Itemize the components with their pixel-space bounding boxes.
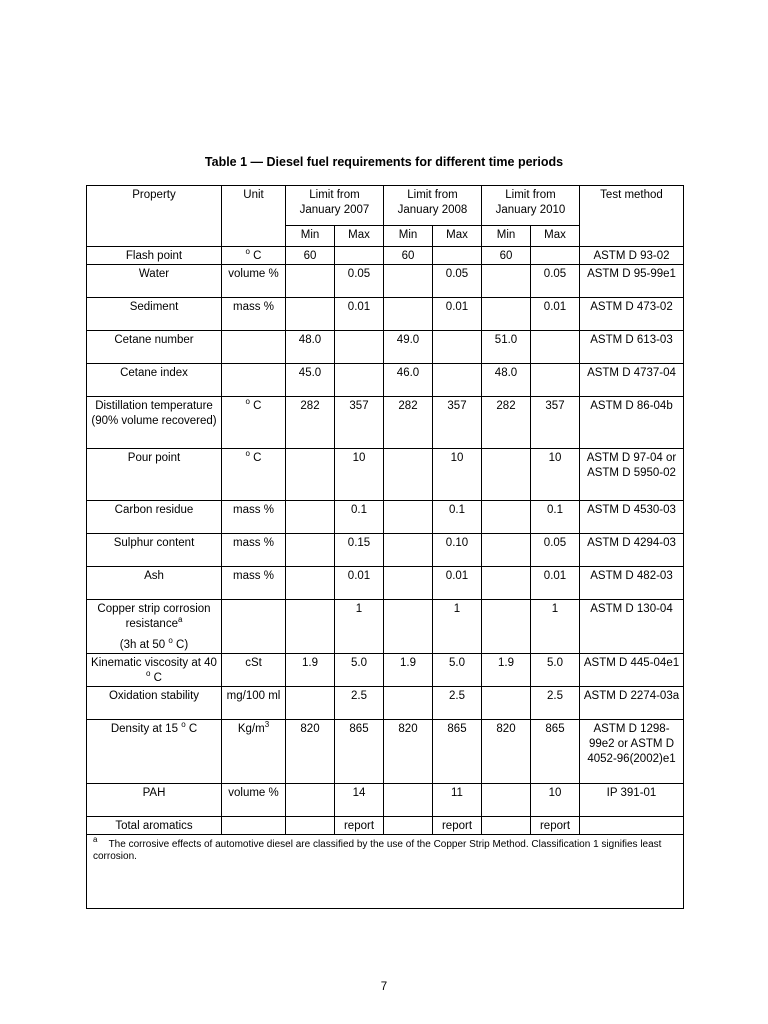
unit-text: cSt	[245, 657, 262, 669]
value-max-2008: 0.01	[433, 298, 482, 331]
value-min-2008: 1.9	[384, 654, 433, 687]
page-number: 7	[380, 981, 388, 993]
value-max-2008	[433, 364, 482, 397]
test-method-cell: ASTM D 95-99e1	[580, 265, 684, 298]
unit-cell	[222, 247, 286, 265]
table-row	[87, 501, 684, 534]
value-min-2008: 49.0	[384, 331, 433, 364]
value-min-2010: 820	[482, 720, 531, 784]
value-max-2007: report	[335, 817, 384, 835]
value-max-2008	[433, 247, 482, 265]
value-max-2007: 865	[335, 720, 384, 784]
test-method-cell: ASTM D 4530-03	[580, 501, 684, 534]
value-max-2010: 5.0	[531, 654, 580, 687]
value-min-2007	[286, 265, 335, 298]
property-name: Cetane number	[114, 334, 194, 346]
unit-cell	[222, 600, 286, 654]
test-method-cell: ASTM D 1298-99e2 or ASTM D 4052-96(2002)e1	[580, 720, 684, 784]
property-name: Copper strip corrosion resistance	[97, 603, 211, 630]
property-cell	[87, 364, 222, 397]
value-min-2008	[384, 265, 433, 298]
unit-cell	[222, 654, 286, 687]
header-test-method: Test method	[580, 186, 684, 247]
value-min-2008: 820	[384, 720, 433, 784]
property-name-suffix: C	[185, 723, 198, 735]
value-min-2008	[384, 600, 433, 654]
value-min-2010	[482, 298, 531, 331]
value-min-2010	[482, 449, 531, 501]
header-row	[87, 186, 684, 226]
value-max-2007: 0.05	[335, 265, 384, 298]
property-name: Sulphur content	[113, 537, 195, 549]
value-max-2008: 357	[433, 397, 482, 449]
property-detail-text: (3h at 50	[119, 639, 169, 651]
table-row	[87, 364, 684, 397]
property-name: Carbon residue	[114, 504, 194, 516]
value-min-2010	[482, 265, 531, 298]
property-name: PAH	[142, 787, 166, 799]
value-max-2008: 1	[433, 600, 482, 654]
value-max-2010: 0.05	[531, 265, 580, 298]
unit-text: C	[253, 452, 262, 464]
table-row	[87, 600, 684, 654]
property-cell	[87, 720, 222, 784]
value-max-2008: 0.10	[433, 534, 482, 567]
value-min-2008: 46.0	[384, 364, 433, 397]
value-min-2008	[384, 534, 433, 567]
header-min: Min	[482, 226, 531, 247]
table-row	[87, 784, 684, 817]
value-max-2007	[335, 364, 384, 397]
value-max-2010	[531, 247, 580, 265]
table-row	[87, 247, 684, 265]
table-row	[87, 298, 684, 331]
property-cell	[87, 567, 222, 600]
footnote-marker: a	[93, 835, 98, 844]
value-max-2010: 2.5	[531, 687, 580, 720]
value-min-2010	[482, 817, 531, 835]
property-cell	[87, 247, 222, 265]
value-min-2008	[384, 501, 433, 534]
header-max: Max	[433, 226, 482, 247]
value-min-2010: 282	[482, 397, 531, 449]
value-max-2010: 10	[531, 784, 580, 817]
value-max-2008: 5.0	[433, 654, 482, 687]
test-method-cell: ASTM D 445-04e1	[580, 654, 684, 687]
table-caption: Table 1 — Diesel fuel requirements for different time periods	[204, 155, 564, 169]
value-min-2008	[384, 687, 433, 720]
value-max-2007: 0.15	[335, 534, 384, 567]
table-row	[87, 817, 684, 835]
property-cell	[87, 449, 222, 501]
table-row	[87, 654, 684, 687]
value-min-2007	[286, 298, 335, 331]
value-max-2010: 0.01	[531, 567, 580, 600]
unit-cell	[222, 501, 286, 534]
table-row	[87, 567, 684, 600]
unit-text: C	[253, 250, 262, 262]
value-max-2008: report	[433, 817, 482, 835]
diesel-requirements-table	[86, 185, 684, 909]
value-max-2008	[433, 331, 482, 364]
property-name: Oxidation stability	[108, 690, 200, 702]
value-min-2007	[286, 534, 335, 567]
property-cell	[87, 817, 222, 835]
property-cell	[87, 687, 222, 720]
value-max-2010: 0.01	[531, 298, 580, 331]
unit-cell	[222, 784, 286, 817]
property-name: Distillation temperature (90% volume recovered)	[91, 400, 217, 427]
value-min-2007: 45.0	[286, 364, 335, 397]
value-min-2008	[384, 567, 433, 600]
table-row	[87, 687, 684, 720]
unit-text: C	[253, 400, 262, 412]
degree-symbol: o	[146, 669, 151, 678]
property-cell	[87, 397, 222, 449]
property-name: Kinematic viscosity at 40	[91, 657, 217, 669]
property-name: Pour point	[127, 452, 181, 464]
value-min-2010	[482, 534, 531, 567]
value-min-2010	[482, 501, 531, 534]
unit-cell	[222, 298, 286, 331]
value-min-2007: 60	[286, 247, 335, 265]
property-name: Cetane index	[120, 367, 188, 379]
value-max-2007: 14	[335, 784, 384, 817]
value-max-2010: 0.05	[531, 534, 580, 567]
test-method-cell: ASTM D 613-03	[580, 331, 684, 364]
property-cell	[87, 534, 222, 567]
unit-text: mg/100 ml	[226, 690, 281, 702]
value-min-2010: 51.0	[482, 331, 531, 364]
value-min-2008	[384, 298, 433, 331]
value-max-2007	[335, 331, 384, 364]
degree-symbol: o	[181, 720, 186, 729]
value-min-2010: 48.0	[482, 364, 531, 397]
table-row	[87, 265, 684, 298]
value-max-2007: 357	[335, 397, 384, 449]
value-min-2007	[286, 567, 335, 600]
value-max-2008: 0.1	[433, 501, 482, 534]
value-min-2007	[286, 687, 335, 720]
unit-text: mass %	[233, 570, 274, 582]
value-max-2010: 357	[531, 397, 580, 449]
value-min-2008	[384, 817, 433, 835]
property-cell	[87, 600, 222, 654]
header-max: Max	[531, 226, 580, 247]
property-name: Total aromatics	[115, 820, 193, 832]
property-name: Water	[138, 268, 170, 280]
value-min-2007	[286, 784, 335, 817]
unit-cell	[222, 567, 286, 600]
property-name: Ash	[144, 570, 164, 582]
table-row	[87, 534, 684, 567]
test-method-cell: ASTM D 4294-03	[580, 534, 684, 567]
value-max-2008: 0.01	[433, 567, 482, 600]
value-max-2007: 5.0	[335, 654, 384, 687]
value-max-2010: report	[531, 817, 580, 835]
unit-text: Kg/m	[237, 723, 265, 735]
value-max-2007: 1	[335, 600, 384, 654]
degree-symbol: o	[245, 449, 250, 458]
test-method-cell: ASTM D 97-04 or ASTM D 5950-02	[580, 449, 684, 501]
value-max-2008: 2.5	[433, 687, 482, 720]
property-name: Density at 15	[110, 723, 182, 735]
value-max-2010: 865	[531, 720, 580, 784]
value-min-2010	[482, 567, 531, 600]
value-max-2008: 0.05	[433, 265, 482, 298]
value-max-2008: 10	[433, 449, 482, 501]
property-cell	[87, 265, 222, 298]
value-min-2007	[286, 449, 335, 501]
value-min-2007: 282	[286, 397, 335, 449]
value-max-2007: 0.01	[335, 298, 384, 331]
value-min-2007: 820	[286, 720, 335, 784]
property-cell	[87, 298, 222, 331]
table-row	[87, 449, 684, 501]
value-max-2010: 10	[531, 449, 580, 501]
unit-text: volume %	[228, 268, 279, 280]
header-min: Min	[286, 226, 335, 247]
value-min-2007	[286, 501, 335, 534]
footnote-row	[87, 835, 684, 909]
table-body	[87, 247, 684, 835]
value-max-2007: 0.01	[335, 567, 384, 600]
property-cell	[87, 331, 222, 364]
unit-cell	[222, 331, 286, 364]
header-min: Min	[384, 226, 433, 247]
value-min-2010	[482, 784, 531, 817]
value-min-2007	[286, 600, 335, 654]
unit-cell	[222, 687, 286, 720]
test-method-cell: ASTM D 482-03	[580, 567, 684, 600]
property-name-suffix: C	[150, 672, 162, 684]
value-max-2007: 0.1	[335, 501, 384, 534]
test-method-cell: ASTM D 4737-04	[580, 364, 684, 397]
value-max-2007	[335, 247, 384, 265]
unit-cell	[222, 449, 286, 501]
value-max-2008: 865	[433, 720, 482, 784]
test-method-cell: IP 391-01	[580, 784, 684, 817]
unit-text: mass %	[233, 537, 274, 549]
value-min-2010: 1.9	[482, 654, 531, 687]
value-min-2007: 48.0	[286, 331, 335, 364]
value-min-2010: 60	[482, 247, 531, 265]
value-min-2008: 60	[384, 247, 433, 265]
property-cell	[87, 501, 222, 534]
unit-cell	[222, 397, 286, 449]
header-limit-2008: Limit from January 2008	[384, 186, 482, 226]
unit-cell	[222, 720, 286, 784]
property-detail-text: C)	[172, 639, 189, 651]
test-method-cell: ASTM D 473-02	[580, 298, 684, 331]
unit-power: 3	[264, 720, 270, 729]
header-limit-2007: Limit from January 2007	[286, 186, 384, 226]
value-max-2010	[531, 331, 580, 364]
test-method-cell: ASTM D 2274-03a	[580, 687, 684, 720]
value-min-2010	[482, 600, 531, 654]
value-min-2007: 1.9	[286, 654, 335, 687]
property-name: Sediment	[129, 301, 179, 313]
value-min-2007	[286, 817, 335, 835]
property-cell	[87, 784, 222, 817]
table-row	[87, 720, 684, 784]
value-max-2007: 10	[335, 449, 384, 501]
footnote	[87, 835, 684, 909]
value-max-2008: 11	[433, 784, 482, 817]
property-cell	[87, 654, 222, 687]
value-max-2007: 2.5	[335, 687, 384, 720]
unit-text: volume %	[228, 787, 279, 799]
unit-cell	[222, 265, 286, 298]
value-max-2010	[531, 364, 580, 397]
property-name: Flash point	[125, 250, 183, 262]
value-max-2010: 0.1	[531, 501, 580, 534]
test-method-cell: ASTM D 130-04	[580, 600, 684, 654]
footnote-text: The corrosive effects of automotive diesel are classified by the use of the Copper Strip Method. Classification 1 signifies least corrosion.	[93, 839, 662, 862]
header-limit-2010: Limit from January 2010	[482, 186, 580, 226]
degree-symbol: o	[245, 397, 250, 406]
table-row	[87, 397, 684, 449]
value-min-2008	[384, 449, 433, 501]
unit-text: mass %	[233, 504, 274, 516]
test-method-cell: ASTM D 93-02	[580, 247, 684, 265]
footnote-ref: a	[177, 615, 183, 624]
value-max-2010: 1	[531, 600, 580, 654]
property-detail	[120, 638, 188, 653]
test-method-cell	[580, 817, 684, 835]
unit-cell	[222, 817, 286, 835]
degree-symbol: o	[245, 247, 250, 256]
unit-cell	[222, 364, 286, 397]
table-row	[87, 331, 684, 364]
unit-cell	[222, 534, 286, 567]
header-unit: Unit	[222, 186, 286, 247]
test-method-cell: ASTM D 86-04b	[580, 397, 684, 449]
value-min-2008	[384, 784, 433, 817]
degree-symbol: o	[168, 636, 173, 645]
unit-text: mass %	[233, 301, 274, 313]
value-min-2010	[482, 687, 531, 720]
header-max: Max	[335, 226, 384, 247]
header-property: Property	[87, 186, 222, 247]
value-min-2008: 282	[384, 397, 433, 449]
